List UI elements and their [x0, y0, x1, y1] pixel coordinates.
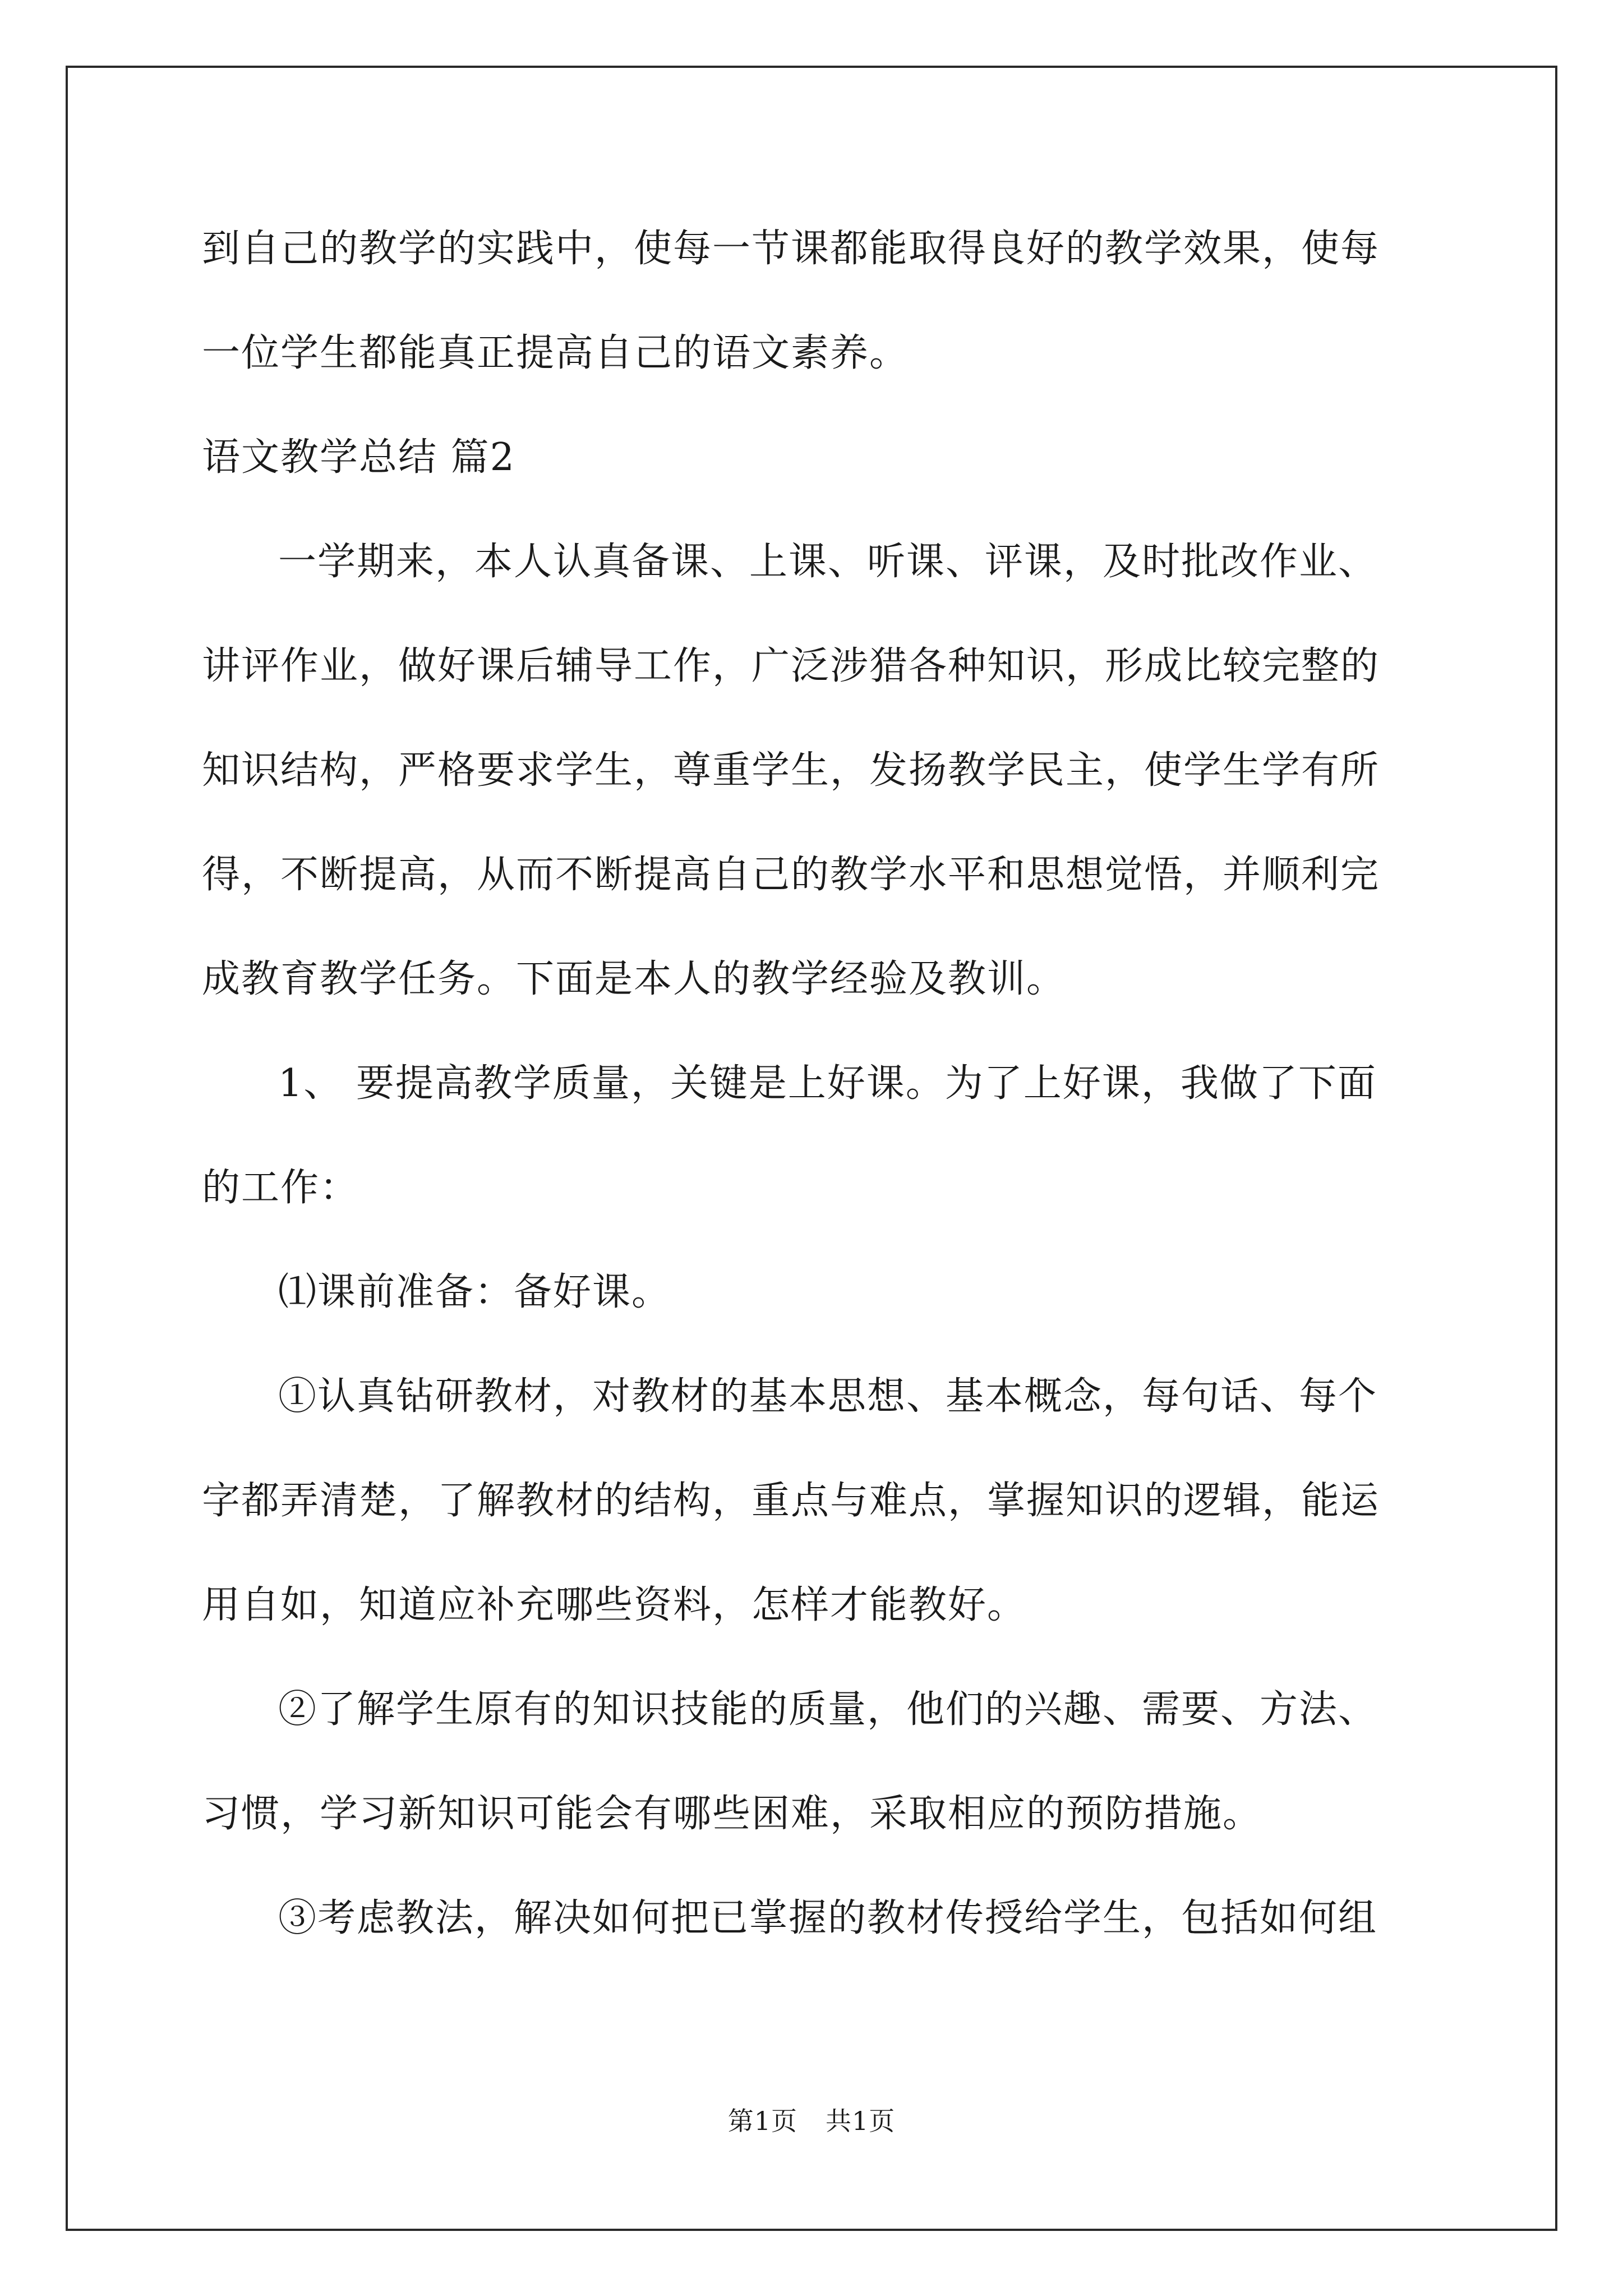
- text-line: 的工作：: [202, 1166, 359, 1210]
- text-line: 到自己的教学的实践中，使每一节课都能取得良好的教学效果，使每: [202, 227, 1380, 271]
- text-line: 讲评作业，做好课后辅导工作，广泛涉猎各种知识，形成比较完整的: [202, 644, 1380, 688]
- text-line: 用自如，知道应补充哪些资料，怎样才能教好。: [202, 1583, 1027, 1627]
- text-line: 得，不断提高，从而不断提高自己的教学水平和思想觉悟，并顺利完: [202, 853, 1380, 897]
- section-heading: 语文教学总结 篇2: [202, 435, 515, 480]
- text-line: 一位学生都能真正提高自己的语文素养。: [202, 331, 909, 375]
- text-line: 知识结构，严格要求学生，尊重学生，发扬教学民主，使学生学有所: [202, 748, 1380, 793]
- page-number: 第1页: [727, 2106, 797, 2136]
- text-line: ⑴课前准备：备好课。: [278, 1270, 671, 1314]
- page-total: 共1页: [826, 2106, 896, 2136]
- text-line: 成教育教学任务。下面是本人的教学经验及教训。: [202, 957, 1066, 1001]
- text-line: ②了解学生原有的知识技能的质量，他们的兴趣、需要、方法、: [278, 1687, 1378, 1732]
- text-line: ①认真钻研教材，对教材的基本思想、基本概念，每句话、每个: [278, 1374, 1378, 1419]
- text-line: 1、 要提高教学质量，关键是上好课。为了上好课，我做了下面: [278, 1061, 1377, 1106]
- text-line: 一学期来，本人认真备课、上课、听课、评课，及时批改作业、: [278, 540, 1378, 584]
- text-line: 字都弄清楚，了解教材的结构，重点与难点，掌握知识的逻辑，能运: [202, 1479, 1380, 1523]
- text-line: 习惯，学习新知识可能会有哪些困难，采取相应的预防措施。: [202, 1792, 1262, 1836]
- document-body: [202, 216, 1424, 1990]
- text-line: ③考虑教法，解决如何把已掌握的教材传授给学生，包括如何组: [278, 1896, 1378, 1940]
- page-footer: [0, 2101, 1623, 2138]
